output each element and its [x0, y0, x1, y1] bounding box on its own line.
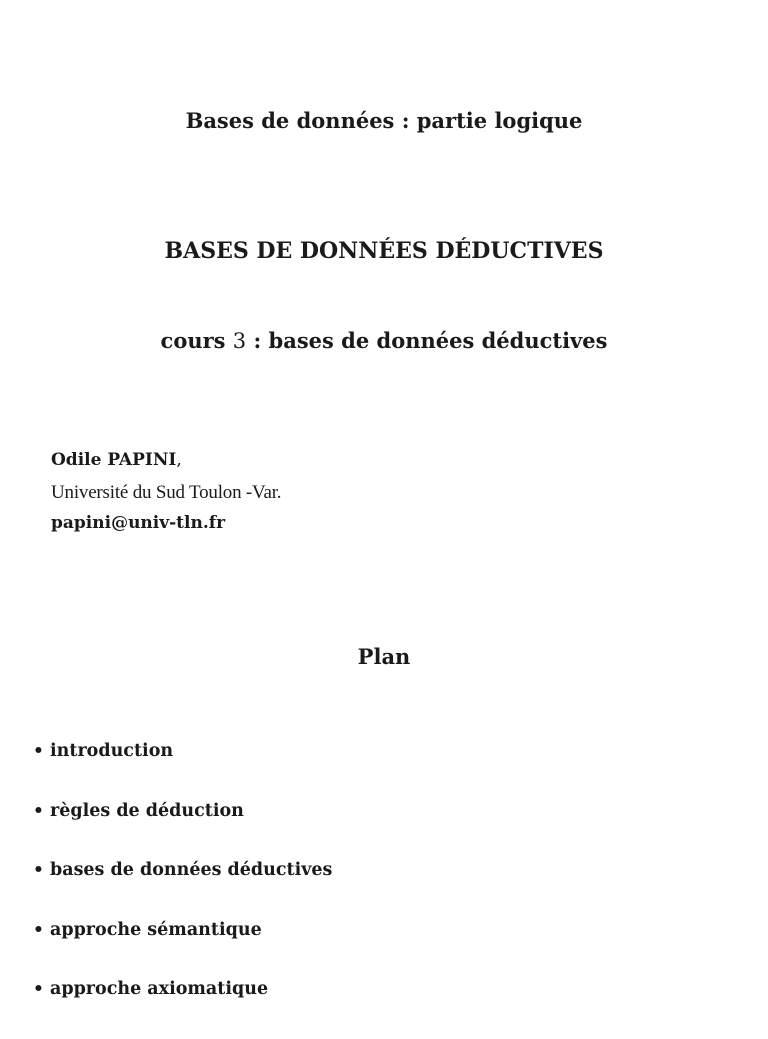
author-email: papini@univ-tln.fr: [51, 513, 226, 533]
plan-list: [33, 741, 332, 1039]
lecture-prefix: cours: [160, 328, 226, 353]
plan-item-label: approche sémantique: [50, 919, 262, 940]
bullet-icon: •: [33, 860, 44, 880]
plan-item-label: introduction: [50, 741, 174, 761]
bullet-icon: •: [33, 979, 44, 999]
lecture-suffix: : bases de données déductives: [253, 328, 608, 353]
main-title: BASES DE DONNÉES DÉDUCTIVES: [164, 238, 604, 264]
plan-item-regles-de-deduction: [33, 801, 332, 861]
bullet-icon: •: [33, 741, 44, 761]
plan-title: Plan: [357, 644, 411, 669]
course-title: Bases de données : partie logique: [185, 108, 583, 133]
lecture-line: [0, 328, 768, 353]
plan-item-label: approche axiomatique: [50, 979, 269, 999]
author-affiliation: Université du Sud Toulon -Var.: [51, 482, 282, 503]
author-name: Odile PAPINI: [51, 450, 177, 470]
plan-item-approche-semantique: [33, 920, 332, 980]
author-name-line: [51, 450, 182, 470]
plan-item-label: règles de déduction: [50, 800, 244, 821]
author-name-comma: ,: [176, 450, 182, 470]
plan-item-approche-axiomatique: [33, 979, 332, 1039]
lecture-number: 3: [232, 329, 247, 353]
plan-item-label: bases de données déductives: [50, 860, 333, 880]
plan-item-introduction: [33, 741, 332, 801]
plan-item-bases-deductives: [33, 860, 332, 920]
bullet-icon: •: [33, 919, 44, 940]
bullet-icon: •: [33, 800, 44, 821]
